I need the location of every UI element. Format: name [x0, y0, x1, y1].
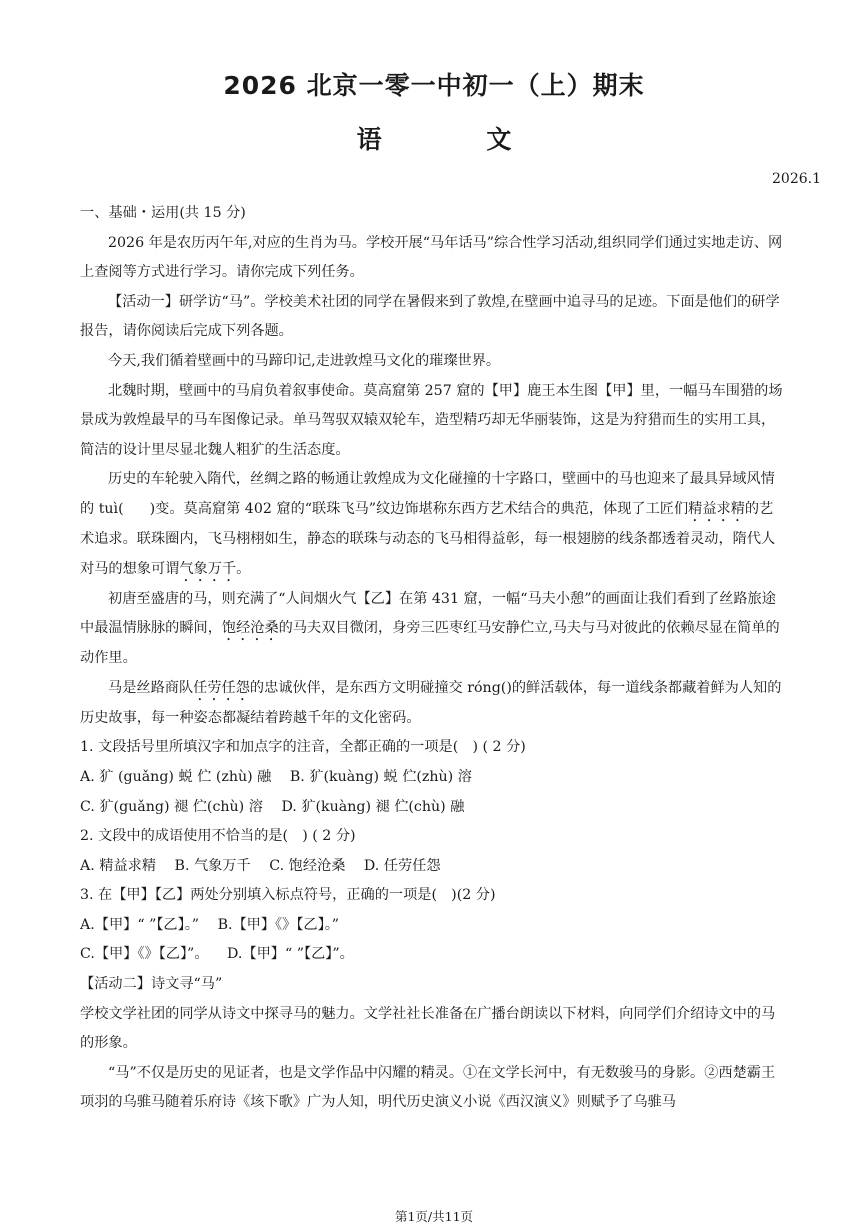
- q2-option-c: C. 饱经沧桑: [269, 857, 346, 874]
- q1-option-d: D. 犷(kuàng) 褪 伫(chù) 融: [281, 798, 465, 815]
- intro-paragraph: 2026 年是农历丙午年,对应的生肖为马。学校开展“马年话马”综合性学习活动,组织同学们通过实地走访、网上查阅等方式进行学习。请你完成下列任务。: [80, 234, 783, 281]
- question-2: 2. 文段中的成语使用不恰当的是( ) ( 2 分): [80, 828, 356, 845]
- subject-title: 语 文: [356, 125, 560, 154]
- para3-text-b: 变。莫高窟第 402 窟的“联珠飞马”纹边饰堪称东西方艺术结合的典范，体现了工匠们: [155, 500, 689, 517]
- q2-option-b: B. 气象万千: [174, 857, 251, 874]
- exam-body: [80, 199, 785, 1118]
- dotted-idiom-2: 气象万千: [179, 560, 237, 577]
- exam-date: 2026.1: [772, 171, 821, 187]
- q2-option-d: D. 任劳任怨: [363, 857, 441, 874]
- activity1-intro: 【活动一】研学访“马”。学校美术社团的同学在暑假来到了敦煌,在壁画中追寻马的足迹。下面是他们的研学报告，请你阅读后完成下列各题。: [80, 293, 780, 340]
- activity2-intro: 学校文学社团的同学从诗文中探寻马的魅力。文学社社长准备在广播台朗读以下材料，向同学们介绍诗文中的马的形象。: [80, 1005, 776, 1052]
- dotted-idiom-1: 精益求精: [688, 500, 745, 517]
- dotted-idiom-3: 饱经沧桑: [221, 620, 279, 637]
- para4-text-b: 的马夫双目微闭，身旁三匹枣红马安静伫立,马夫与马对彼此的依赖尽显在简单的动作里。: [80, 620, 780, 667]
- report-paragraph-1: 今天,我们循着壁画中的马蹄印记,走进敦煌马文化的璀璨世界。: [108, 352, 501, 369]
- para5-text-b: 的忠诚伙伴，是东西方文明碰撞交 róng(: [249, 679, 507, 696]
- activity2-heading: 【活动二】诗文寻“马”: [80, 976, 223, 993]
- report-paragraph-5: [80, 674, 785, 734]
- q2-option-a: A. 精益求精: [80, 857, 157, 874]
- q3-option-b: B.【甲】《》【乙】。”: [217, 916, 340, 933]
- report-paragraph-4: [80, 585, 785, 674]
- question-3: 3. 在【甲】【乙】两处分别填入标点符号，正确的一项是( )(2 分): [80, 887, 496, 904]
- q1-option-c: C. 犷(guǎng) 褪 伫(chù) 溶: [80, 798, 263, 815]
- q3-option-a: A.【甲】“ ”【乙】。”: [80, 916, 200, 933]
- q3-option-c: C.【甲】《》【乙】”。: [80, 946, 209, 963]
- question-1: 1. 文段括号里所填汉字和加点字的注音，全都正确的一项是( ) ( 2 分): [80, 739, 526, 756]
- question-3-options-row-2: [80, 940, 785, 970]
- activity2-paragraph: “马”不仅是历史的见证者，也是文学作品中闪耀的精灵。①在文学长河中，有无数骏马的身影。②西楚霸王项羽的乌骓马随着乐府诗《垓下歌》广为人知，明代历史演义小说《西汉演义》则赋予了乌骓马: [80, 1064, 776, 1111]
- para3-text-a: 历史的车轮驶入隋代，丝绸之路的畅通让敦煌成为文化碰撞的十字路口，壁画中的马也迎来了最具异域风情的 tuì: [80, 471, 775, 517]
- question-3-options-row-1: [80, 911, 785, 941]
- page-title: 2026 北京一零一中初一（上）期末: [223, 71, 645, 100]
- para5-text-a: 马是丝路商队: [108, 679, 194, 696]
- question-1-options-row-2: [80, 793, 785, 823]
- page-number: 第1页/共11页: [394, 1209, 474, 1224]
- dotted-idiom-4: 任劳任怨: [193, 679, 250, 696]
- para3-text-d: 。: [236, 560, 251, 577]
- report-paragraph-3: 历史的车轮驶入隋代，丝绸之路的畅通让敦煌成为文化碰撞的十字路口，壁画中的马也迎来了最具异域风情的 tuì( )变。莫高窟第 402 窟的“联珠飞马”纹边饰堪称东西方艺术结合的典范，体现了工匠们精益求精的艺术追求。联珠圈内，飞马栩栩如生，静态的联珠与动态的飞马相得益彰，每一根翅膀的线条都透着灵动，隋代人对马的想象可谓气象万千。: [80, 471, 776, 577]
- para5-text-c: )的鲜活载体，每一道线条都藏着鲜为人知的历史故事，每一种姿态都凝结着跨越千年的文化密码。: [80, 679, 782, 726]
- q3-option-d: D.【甲】“ ”【乙】”。: [227, 946, 354, 963]
- q1-option-b: B. 犷(kuàng) 蜕 伫(zhù) 溶: [289, 768, 472, 785]
- report-paragraph-2: 北魏时期，壁画中的马肩负着叙事使命。莫高窟第 257 窟的【甲】鹿王本生图【甲】里，一幅马车围猎的场景成为敦煌最早的马车图像记录。单马驾驭双辕双轮车，造型精巧却无华丽装饰，这是为狩猎而生的实用工具，简洁的设计里尽显北魏人粗犷的生活态度。: [80, 382, 783, 458]
- para4-text-a: 初唐至盛唐的马，则充满了“人间烟火气【乙】在第 431 窟，一幅“马夫小憩”的画面让我们看到了丝路旅途中最温情脉脉的瞬间，: [80, 590, 776, 637]
- question-1-options-row-1: [80, 763, 785, 793]
- q1-option-a: A. 犷 (guǎng) 蜕 伫 (zhù) 融: [80, 768, 272, 785]
- section-heading: 一、基础・运用(共 15 分): [80, 205, 246, 221]
- para3-text-c: 的艺术追求。联珠圈内，飞马栩栩如生，静态的联珠与动态的飞马相得益彰，每一根翅膀的线条都透着灵动，隋代人对马的想象可谓: [80, 500, 776, 577]
- question-2-options: [80, 852, 785, 882]
